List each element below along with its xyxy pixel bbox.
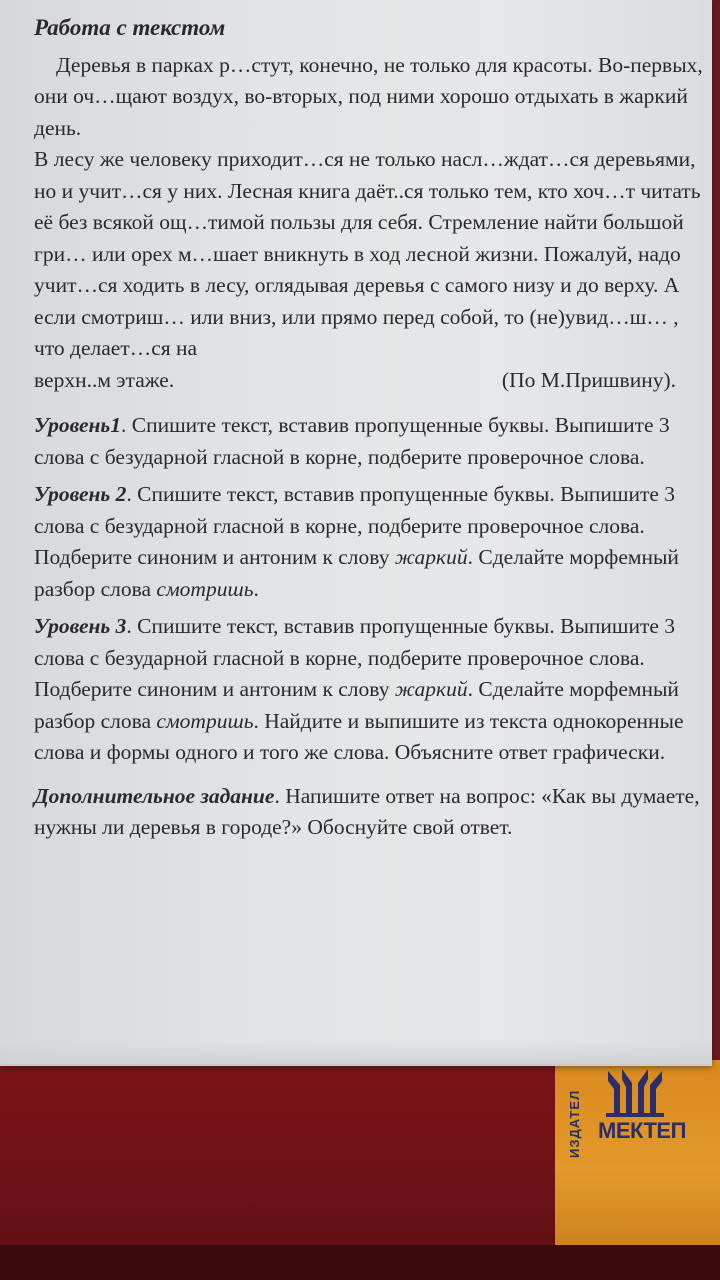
level-2 [34, 479, 706, 605]
level-2-word-zharkiy: жаркий [394, 545, 468, 569]
paper-edge [0, 1040, 712, 1066]
extra-task-label: Дополнительное задание [34, 783, 275, 808]
level-3-text-b: . Сделайте морфемный разбор слова [34, 677, 679, 733]
extra-task-text: . Напишите ответ на вопрос: «Как вы думаете, нужны ли деревья в городе?» Обоснуйте свой ответ. [34, 783, 700, 839]
extra-task [34, 781, 706, 844]
text-paragraph-2: В лесу же человеку приходит…ся не только насл…ждат…ся деревьями, но и учит…ся у них. Лесная книга даёт..ся только тем, кто хоч…т читать её без всякой ощ…тимой пользы для себя. Стремление найти большой гри… или орех м…шает вникнуть в ход лесной жизни. Пожалуй, надо учит…ся ходить в лесу, оглядывая деревья с самого низу и до верху. А если смотриш… или вниз, или прямо перед собой, то (не)увид…ш… , что делает…ся на [34, 147, 701, 360]
level-1-text: . Спишите текст, вставив пропущенные буквы. Выпишите 3 слова с безударной гласной в корне, подберите проверочное слова. [34, 413, 670, 469]
level-3-word-zharkiy: жаркий [394, 677, 468, 701]
level-3 [34, 611, 706, 769]
level-2-text-b: . Сделайте морфемный разбор слова [34, 545, 679, 601]
level-2-label: Уровень 2 [34, 482, 127, 506]
page-title: Работа с текстом [34, 15, 226, 40]
worksheet-content [34, 8, 706, 844]
level-1 [34, 410, 706, 473]
text-paragraph-2-end: верхн..м этаже. [34, 367, 175, 392]
text-final-line [34, 365, 706, 397]
level-3-word-smotrish: смотришь [156, 708, 254, 733]
level-3-text-c: . Найдите и выпишите из текста однокоренные слова и формы одного и того же слова. Объясните ответ графически. [34, 708, 684, 764]
level-3-label: Уровень 3 [34, 614, 127, 638]
level-2-text-c: . [253, 576, 259, 601]
level-1-label: Уровень1 [34, 413, 121, 437]
publisher-logo-icon [600, 1065, 670, 1120]
table-edge [0, 1245, 720, 1280]
level-2-word-smotrish: смотришь [156, 576, 254, 601]
author-attribution: (По М.Пришвину). [501, 367, 676, 392]
text-paragraph-1: Деревья в парках р…стут, конечно, не только для красоты. Во-первых, они оч…щают воздух, во-вторых, под ними хорошо отдыхать в жаркий день. [34, 52, 703, 140]
level-2-text-a: . Спишите текст, вставив пропущенные буквы. Выпишите 3 слова с безударной гласной в корне, подберите проверочное слова. Подберите синоним и антоним к слову [34, 482, 676, 569]
publisher-name: МЕКТЕП [598, 1118, 686, 1143]
level-3-text-a: . Спишите текст, вставив пропущенные буквы. Выпишите 3 слова с безударной гласной в корне, подберите проверочное слова. Подберите синоним и антоним к слову [34, 614, 676, 701]
publisher-vertical-text: ИЗДАТЕЛ [567, 1089, 582, 1158]
